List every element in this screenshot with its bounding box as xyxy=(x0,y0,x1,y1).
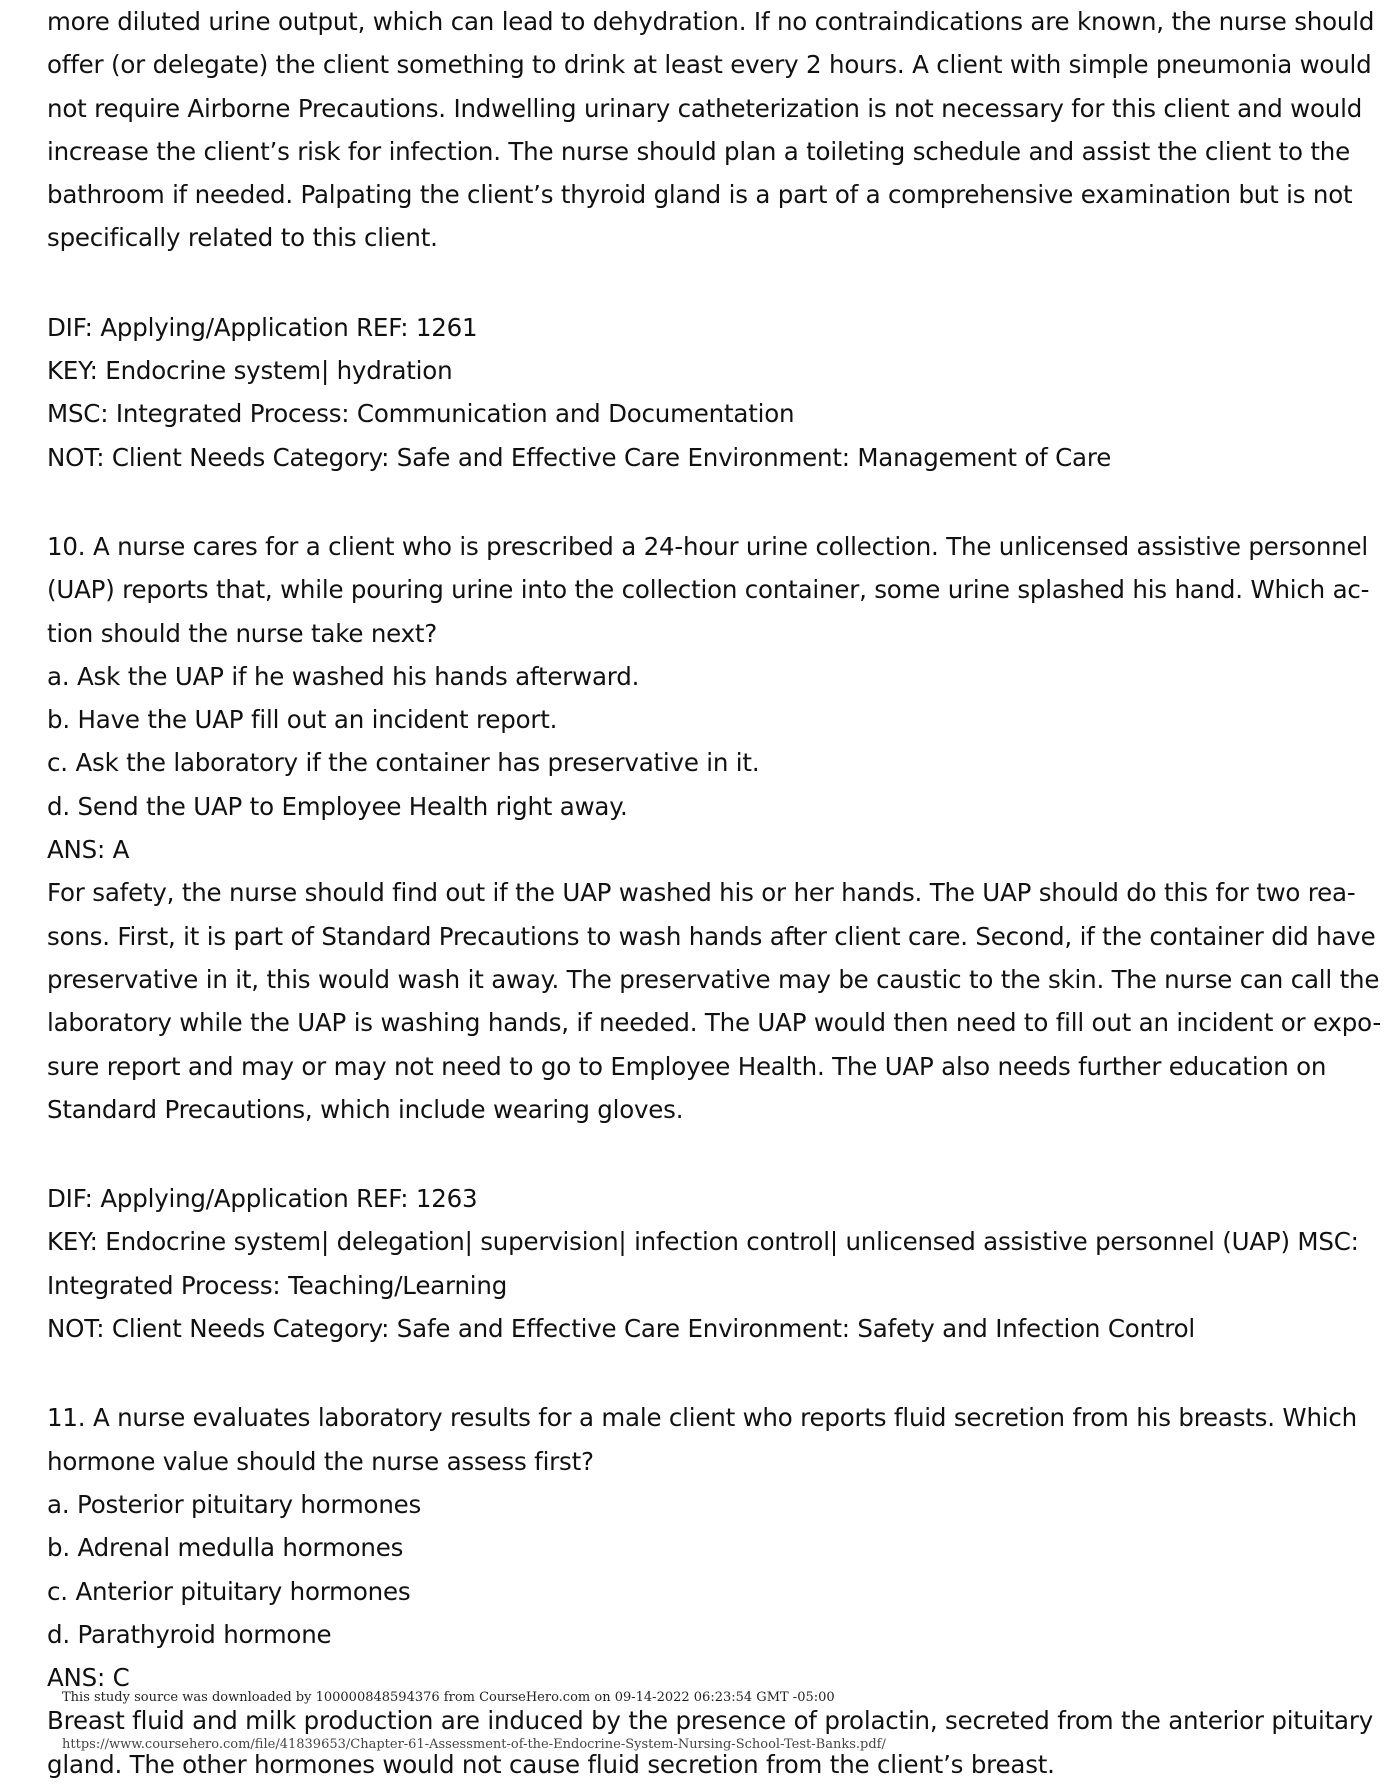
document-page xyxy=(47,0,1381,1786)
answer-option-a: a. Ask the UAP if he washed his hands afterward. xyxy=(47,661,640,691)
answer-option-d: d. Send the UAP to Employee Health right away. xyxy=(47,791,628,821)
question-stem: 11. A nurse evaluates laboratory results for a male client who reports fluid secretion from his breasts. Which xyxy=(47,1403,1357,1433)
intro-rationale xyxy=(47,0,1375,260)
text-line: DIF: Applying/Application REF: 1261 xyxy=(47,312,478,342)
answer-option-c: c. Ask the laboratory if the container has preservative in it. xyxy=(47,748,760,778)
spacer xyxy=(47,479,1367,525)
text-line: more diluted urine output, which can lead to dehydration. If no contraindications are known, the nurse should xyxy=(47,7,1375,36)
download-source-notice: This study source was downloaded by 100000848594376 from CourseHero.com on 09-14-2022 06:23:54 GMT -05:00 xyxy=(62,1690,835,1705)
metadata-line: KEY: Endocrine system| delegation| supervision| infection control| unlicensed assistive personnel (UAP) MSC: xyxy=(47,1227,1359,1257)
question-stem: 10. A nurse cares for a client who is prescribed a 24-hour urine collection. The unlicensed assistive personnel xyxy=(47,531,1368,561)
question-9-metadata xyxy=(47,306,1367,479)
answer-option-b: b. Have the UAP fill out an incident report. xyxy=(47,705,558,735)
rationale-line: sure report and may or may not need to go to Employee Health. The UAP also needs further education on xyxy=(47,1051,1327,1081)
text-line: bathroom if needed. Palpating the client’s thyroid gland is a part of a comprehensive examination but is not xyxy=(47,180,1353,210)
rationale-line: gland. The other hormones would not cause fluid secretion from the client’s breast. xyxy=(47,1749,1055,1779)
question-10 xyxy=(47,525,1381,1350)
rationale-line: For safety, the nurse should find out if the UAP washed his or her hands. The UAP should do this for two rea- xyxy=(47,878,1356,908)
question-11 xyxy=(47,1396,1374,1786)
question-stem: (UAP) reports that, while pouring urine into the collection container, some urine splashed his hand. Which ac- xyxy=(47,575,1370,605)
metadata-line: Integrated Process: Teaching/Learning xyxy=(47,1270,508,1300)
spacer xyxy=(47,1350,1367,1396)
spacer xyxy=(47,1131,1367,1177)
rationale-line: sons. First, it is part of Standard Precautions to wash hands after client care. Second, if the container did have xyxy=(47,921,1376,951)
text-line: increase the client’s risk for infection. The nurse should plan a toileting schedule and assist the client to the xyxy=(47,136,1350,166)
answer-option-d: d. Parathyroid hormone xyxy=(47,1619,332,1649)
question-stem: tion should the nurse take next? xyxy=(47,618,438,648)
answer-key: ANS: C xyxy=(47,1663,130,1693)
question-stem: hormone value should the nurse assess first? xyxy=(47,1446,594,1476)
rationale-line: Breast fluid and milk production are induced by the presence of prolactin, secreted from the anterior pituitary xyxy=(47,1706,1374,1736)
source-url: https://www.coursehero.com/file/41839653/Chapter-61-Assessment-of-the-Endocrine-System-Nursing-School-Test-Banks.pdf/ xyxy=(62,1737,886,1752)
rationale-line: Standard Precautions, which include wearing gloves. xyxy=(47,1094,684,1124)
answer-option-a: a. Posterior pituitary hormones xyxy=(47,1489,422,1519)
rationale-line: preservative in it, this would wash it away. The preservative may be caustic to the skin. The nurse can call the xyxy=(47,964,1380,994)
text-line: specifically related to this client. xyxy=(47,223,438,253)
metadata-line: DIF: Applying/Application REF: 1263 xyxy=(47,1184,478,1214)
metadata-line: NOT: Client Needs Category: Safe and Effective Care Environment: Safety and Infection Control xyxy=(47,1314,1196,1344)
answer-option-c: c. Anterior pituitary hormones xyxy=(47,1576,411,1606)
text-line: MSC: Integrated Process: Communication and Documentation xyxy=(47,399,795,429)
spacer xyxy=(47,260,1367,306)
answer-key: ANS: A xyxy=(47,835,130,865)
answer-option-b: b. Adrenal medulla hormones xyxy=(47,1533,404,1563)
text-line: offer (or delegate) the client something to drink at least every 2 hours. A client with simple pneumonia would xyxy=(47,50,1372,80)
text-line: KEY: Endocrine system| hydration xyxy=(47,356,453,386)
rationale-line: laboratory while the UAP is washing hands, if needed. The UAP would then need to fill out an incident or expo- xyxy=(47,1008,1381,1038)
text-line: NOT: Client Needs Category: Safe and Effective Care Environment: Management of Care xyxy=(47,442,1112,472)
text-line: not require Airborne Precautions. Indwelling urinary catheterization is not necessary for this client and would xyxy=(47,93,1363,123)
